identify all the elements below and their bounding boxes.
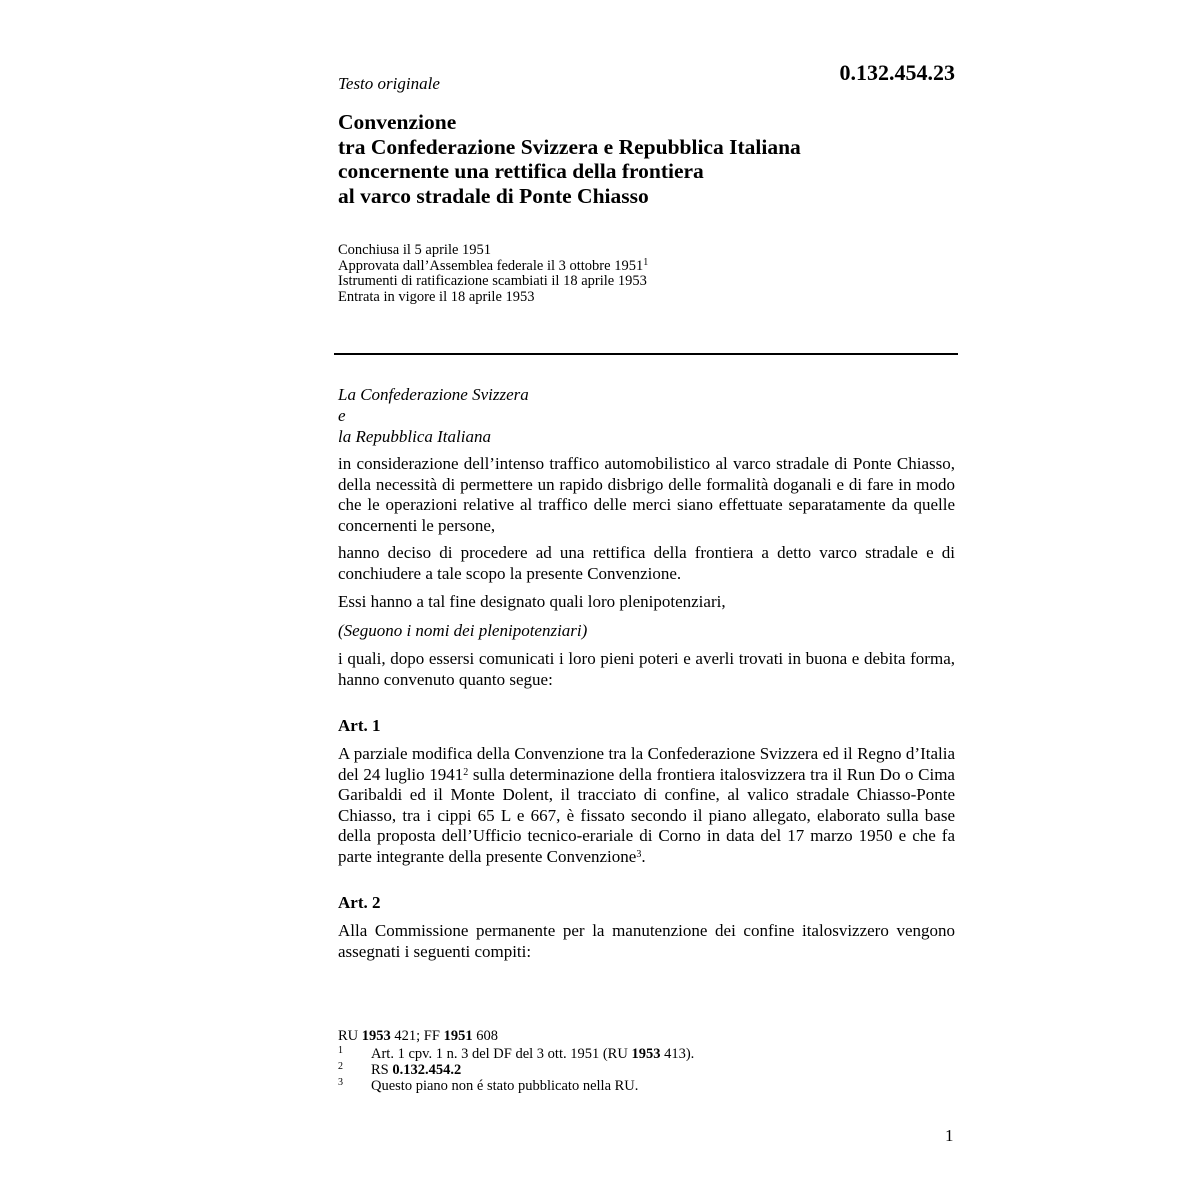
in-force-date: Entrata in vigore il 18 aprile 1953 [338,288,535,305]
article-text-segment: . [641,846,646,866]
approved-date-text: Approvata dall’Assemblea federale il 3 ottobre 1951 [338,257,644,274]
ru-page: 421; FF [394,1028,440,1044]
footnote-number: 2 [338,1061,343,1072]
party-conjunction: e [338,406,346,425]
article-text-segment: A parziale modifica della Convenzione tra la Confederazione Svizzera ed il Regno d’Italia del 24 luglio 1941 [338,744,955,784]
article-text [338,744,955,867]
article-heading: Art. 1 [338,716,381,735]
publication-reference [338,1028,498,1044]
title-line: Convenzione [338,110,457,134]
plenipotentiaries-note: (Seguono i nomi dei plenipotenziari) [338,621,588,640]
footnote-text-segment: Questo piano non é stato pubblicato nella RU. [371,1078,639,1094]
ru-label: RU [338,1028,359,1044]
footnote-text-segment: RS [371,1062,393,1078]
page-number: 1 [945,1126,954,1145]
footnote-text-segment: Art. 1 cpv. 1 n. 3 del DF del 3 ott. 1951 (RU [371,1046,632,1062]
ff-year: 1951 [443,1028,473,1044]
ff-page: 608 [476,1028,498,1044]
sr-number: 0.132.454.23 [839,60,955,85]
preamble-paragraph: i quali, dopo essersi comunicati i loro pieni poteri e averli trovati in buona e debita forma, hanno convenuto quanto segue: [338,649,955,689]
approved-date [338,256,958,275]
original-text-label: Testo originale [338,74,440,93]
party-swiss: La Confederazione Svizzera [338,385,529,404]
footnote-ref: 2 [463,766,469,778]
ru-year: 1953 [361,1028,391,1044]
party-italy: la Repubblica Italiana [338,427,491,446]
preamble-paragraph: hanno deciso di procedere ad una rettifica della frontiera a detto varco stradale e di conchiudere a tale scopo la presente Convenzione. [338,543,955,583]
preamble-paragraph: in considerazione dell’intenso traffico automobilistico al varco stradale di Ponte Chiasso, della necessità di permettere un rapido disbrigo delle formalità doganali e di fare in modo che le operazioni relative al traffico delle merci siano effettuate separatamente da quelle concernenti le persone, [338,454,955,535]
footnote-number: 1 [338,1045,343,1056]
footnote-text-bold: 0.132.454.2 [392,1062,462,1078]
footnote [338,1062,958,1078]
footnote-text [371,1062,461,1078]
title-line: tra Confederazione Svizzera e Repubblica Italiana [338,134,801,159]
footnotes [338,1046,958,1094]
preamble-paragraph: Essi hanno a tal fine designato quali loro plenipotenziari, [338,592,726,611]
footnote [338,1046,958,1062]
footnote-text-segment: 413). [660,1046,695,1062]
title-line: concernente una rettifica della frontiera [338,159,704,183]
footnote-ref: 1 [643,256,649,268]
footnote-number: 3 [338,1077,343,1088]
treaty-dates [338,243,958,305]
article-heading: Art. 2 [338,893,381,912]
ratification-date: Istrumenti di ratificazione scambiati il 18 aprile 1953 [338,273,647,289]
footnote-text [371,1078,638,1094]
concluded-date: Conchiusa il 5 aprile 1951 [338,242,492,258]
footnote-ref: 3 [636,848,642,860]
footnote-text-bold: 1953 [631,1046,661,1062]
footnote-text [371,1046,694,1062]
document-title [338,110,958,208]
title-line: al varco stradale di Ponte Chiasso [338,183,649,208]
horizontal-rule [334,353,958,355]
footnote [338,1078,958,1094]
article-text: Alla Commissione permanente per la manutenzione dei confine italosvizzero vengono assegnati i seguenti compiti: [338,921,955,961]
article-text-segment: sulla determinazione della frontiera italosvizzera tra il Run Do o Cima Garibaldi ed il Monte Dolent, il tracciato di confine, al valico stradale Chiasso-Ponte Chiasso, tra i cippi 65 L e 667, è fissato secondo il piano allegato, elaborato sulla base della proposta dell’Ufficio tecnico-erariale di Corno in data del 17 marzo 1950 e che fa parte integrante della presente Convenzione [338,764,955,866]
